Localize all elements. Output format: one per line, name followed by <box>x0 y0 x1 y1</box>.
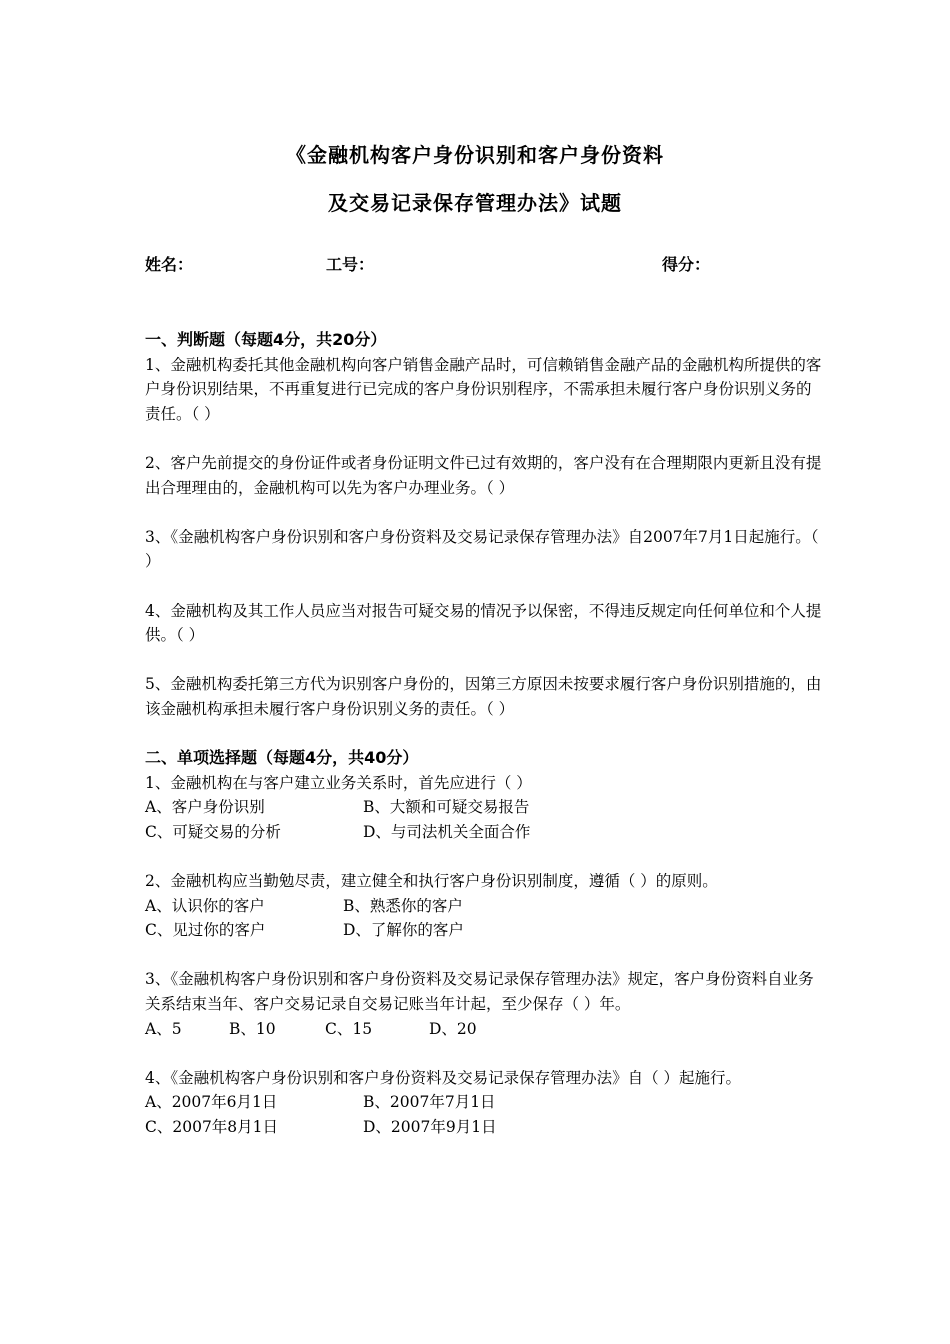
option-a: A、认识你的客户 <box>145 896 265 915</box>
option-d: D、2007年9月1日 <box>363 1118 497 1136</box>
judgment-question: 5、金融机构委托第三方代为识别客户身份的，因第三方原因未按要求履行客户身份识别措施的，由该金融机构承担未履行客户身份识别义务的责任。（ ） <box>145 675 822 718</box>
choice-question <box>145 869 825 943</box>
option-a: A、5 <box>145 1019 182 1038</box>
title-line-1: 《金融机构客户身份识别和客户身份资料 <box>286 143 664 167</box>
option-b: B、10 <box>229 1019 276 1038</box>
judgment-question: 4、金融机构及其工作人员应当对报告可疑交易的情况予以保密，不得违反规定向任何单位和个人提供。（ ） <box>145 601 822 645</box>
option-c: C、2007年8月1日 <box>145 1118 279 1136</box>
choice-question <box>145 771 825 845</box>
question-stem: 3、《金融机构客户身份识别和客户身份资料及交易记录保存管理办法》规定，客户身份资料自业务关系结束当年、客户交易记录自交易记账当年计起，至少保存（ ）年。 <box>145 970 814 1014</box>
option-c: C、见过你的客户 <box>145 921 266 940</box>
option-d: D、了解你的客户 <box>343 921 464 940</box>
option-c: C、15 <box>325 1019 373 1038</box>
exam-content <box>145 328 825 1164</box>
option-d: D、20 <box>429 1019 477 1038</box>
question-stem: 2、金融机构应当勤勉尽责，建立健全和执行客户身份识别制度，遵循（ ）的原则。 <box>145 872 718 891</box>
score-label: 得分： <box>662 255 711 274</box>
option-b: B、大额和可疑交易报告 <box>363 798 530 817</box>
option-c: C、可疑交易的分析 <box>145 822 281 841</box>
judgment-question: 3、《金融机构客户身份识别和客户身份资料及交易记录保存管理办法》自2007年7月1日起施行。（ ） <box>145 527 819 571</box>
option-b: B、2007年7月1日 <box>363 1093 496 1112</box>
option-a: A、2007年6月1日 <box>145 1093 278 1112</box>
title-line-2: 及交易记录保存管理办法》试题 <box>328 191 622 215</box>
choice-question <box>145 1066 825 1140</box>
id-label: 工号： <box>326 255 375 274</box>
option-b: B、熟悉你的客户 <box>343 896 463 915</box>
choice-question <box>145 967 825 1041</box>
question-stem: 4、《金融机构客户身份识别和客户身份资料及交易记录保存管理办法》自（ ）起施行。 <box>145 1068 742 1087</box>
section-1-heading: 一、判断题（每题4分，共20分） <box>145 330 387 349</box>
option-a: A、客户身份识别 <box>145 798 265 817</box>
option-d: D、与司法机关全面合作 <box>363 822 531 841</box>
name-label: 姓名： <box>145 255 194 274</box>
section-2-heading: 二、单项选择题（每题4分，共40分） <box>145 748 419 768</box>
question-stem: 1、金融机构在与客户建立业务关系时，首先应进行（ ） <box>145 773 532 792</box>
judgment-question: 1、金融机构委托其他金融机构向客户销售金融产品时，可信赖销售金融产品的金融机构所提供的客户身份识别结果，不再重复进行已完成的客户身份识别程序，不需承担未履行客户身份识别义务的责任。（ ） <box>145 355 822 423</box>
judgment-question: 2、客户先前提交的身份证件或者身份证明文件已过有效期的，客户没有在合理期限内更新且没有提出合理理由的，金融机构可以先为客户办理业务。（ ） <box>145 453 822 497</box>
